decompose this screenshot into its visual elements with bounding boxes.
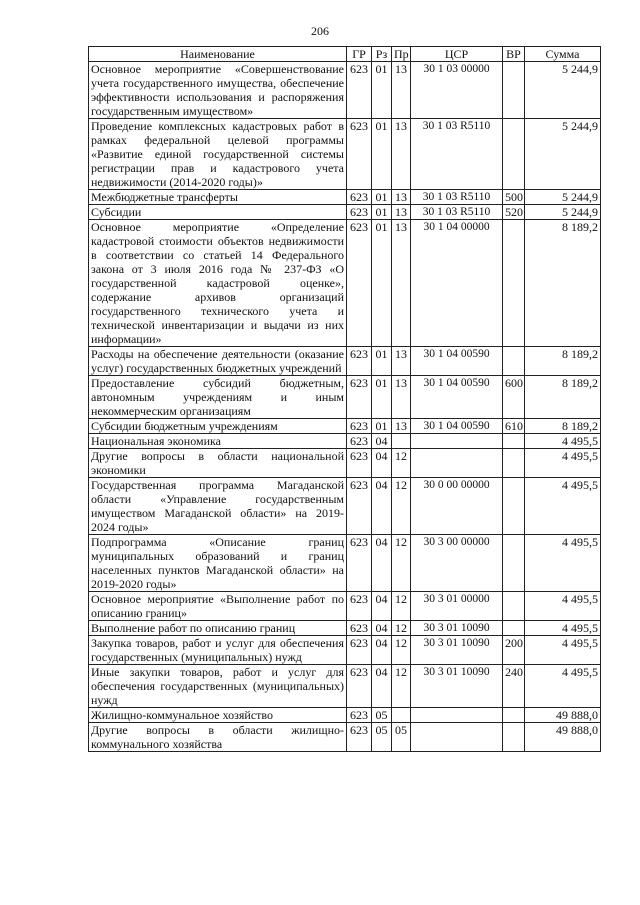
- header-name: Наименование: [89, 47, 347, 62]
- cell-pr: 13: [392, 190, 411, 205]
- cell-pr: 12: [392, 621, 411, 636]
- cell-sum: 8 189,2: [525, 347, 601, 376]
- cell-rz: 04: [372, 665, 392, 708]
- cell-pr: 05: [392, 723, 411, 752]
- cell-gr: 623: [347, 621, 372, 636]
- page-number: 206: [311, 24, 329, 38]
- cell-pr: 12: [392, 535, 411, 592]
- table-row: [89, 419, 601, 434]
- cell-gr: 623: [347, 376, 372, 419]
- cell-vr: [503, 592, 525, 621]
- cell-name: Выполнение работ по описанию границ: [89, 621, 347, 636]
- cell-vr: 500: [503, 190, 525, 205]
- cell-sum: 5 244,9: [525, 205, 601, 220]
- cell-gr: 623: [347, 190, 372, 205]
- cell-sum: 4 495,5: [525, 636, 601, 665]
- cell-vr: [503, 478, 525, 535]
- budget-table: [88, 46, 601, 752]
- cell-gr: 623: [347, 478, 372, 535]
- cell-csr: 30 1 04 00590: [411, 347, 503, 376]
- cell-csr: 30 1 03 00000: [411, 62, 503, 119]
- cell-csr: [411, 708, 503, 723]
- cell-rz: 04: [372, 449, 392, 478]
- cell-name: Расходы на обеспечение деятельности (оказание услуг) государственных бюджетных учреждений: [89, 347, 347, 376]
- cell-rz: 01: [372, 220, 392, 347]
- cell-gr: 623: [347, 419, 372, 434]
- cell-vr: [503, 119, 525, 190]
- cell-csr: 30 1 03 R5110: [411, 119, 503, 190]
- cell-rz: 04: [372, 535, 392, 592]
- cell-vr: 610: [503, 419, 525, 434]
- table-row: [89, 636, 601, 665]
- cell-gr: 623: [347, 205, 372, 220]
- cell-csr: 30 1 04 00590: [411, 376, 503, 419]
- table-row: [89, 62, 601, 119]
- cell-gr: 623: [347, 723, 372, 752]
- cell-csr: 30 3 01 10090: [411, 621, 503, 636]
- table-body: [89, 62, 601, 752]
- table-row: [89, 621, 601, 636]
- table-row: [89, 535, 601, 592]
- table-row: [89, 190, 601, 205]
- cell-rz: 04: [372, 621, 392, 636]
- cell-vr: [503, 62, 525, 119]
- cell-csr: 30 1 03 R5110: [411, 190, 503, 205]
- cell-rz: 04: [372, 636, 392, 665]
- header-gr: ГР: [347, 47, 372, 62]
- cell-gr: 623: [347, 636, 372, 665]
- table-row: [89, 434, 601, 449]
- cell-name: Жилищно-коммунальное хозяйство: [89, 708, 347, 723]
- cell-pr: 12: [392, 449, 411, 478]
- cell-gr: 623: [347, 434, 372, 449]
- cell-rz: 01: [372, 62, 392, 119]
- cell-csr: 30 1 04 00590: [411, 419, 503, 434]
- cell-sum: 8 189,2: [525, 220, 601, 347]
- cell-vr: [503, 621, 525, 636]
- cell-name: Субсидии бюджетным учреждениям: [89, 419, 347, 434]
- cell-sum: 49 888,0: [525, 723, 601, 752]
- cell-rz: 01: [372, 190, 392, 205]
- cell-gr: 623: [347, 665, 372, 708]
- cell-rz: 01: [372, 419, 392, 434]
- header-pr: Пр: [392, 47, 411, 62]
- cell-sum: 8 189,2: [525, 419, 601, 434]
- cell-gr: 623: [347, 347, 372, 376]
- cell-pr: 13: [392, 347, 411, 376]
- cell-pr: 12: [392, 636, 411, 665]
- cell-vr: [503, 708, 525, 723]
- table-row: [89, 220, 601, 347]
- cell-csr: 30 3 01 10090: [411, 636, 503, 665]
- cell-name: Субсидии: [89, 205, 347, 220]
- cell-name: Иные закупки товаров, работ и услуг для обеспечения государственных (муниципальных) нужд: [89, 665, 347, 708]
- table-row: [89, 376, 601, 419]
- cell-vr: [503, 535, 525, 592]
- table-row: [89, 347, 601, 376]
- cell-vr: 240: [503, 665, 525, 708]
- cell-gr: 623: [347, 62, 372, 119]
- cell-name: Межбюджетные трансферты: [89, 190, 347, 205]
- cell-pr: 12: [392, 665, 411, 708]
- cell-sum: 5 244,9: [525, 119, 601, 190]
- table-row: [89, 665, 601, 708]
- cell-sum: 4 495,5: [525, 621, 601, 636]
- cell-pr: 13: [392, 376, 411, 419]
- cell-pr: 13: [392, 220, 411, 347]
- table-row: [89, 449, 601, 478]
- table-row: [89, 478, 601, 535]
- cell-csr: 30 1 04 00000: [411, 220, 503, 347]
- header-rz: Рз: [372, 47, 392, 62]
- table-row: [89, 592, 601, 621]
- cell-name: Другие вопросы в области жилищно-коммунального хозяйства: [89, 723, 347, 752]
- cell-csr: 30 0 00 00000: [411, 478, 503, 535]
- cell-gr: 623: [347, 592, 372, 621]
- header-csr: ЦСР: [411, 47, 503, 62]
- cell-pr: 13: [392, 205, 411, 220]
- cell-pr: [392, 434, 411, 449]
- cell-sum: 4 495,5: [525, 449, 601, 478]
- cell-sum: 49 888,0: [525, 708, 601, 723]
- table-row: [89, 205, 601, 220]
- cell-name: Основное мероприятие «Определение кадастровой стоимости объектов недвижимости в соответствии со статьей 14 Федерального закона от 3 июля 2016 года № 237-ФЗ «О государственной кадастровой оценке», содержание архивов организаций государственного технического учета и технической инвентаризации и выдачи из них информации»: [89, 220, 347, 347]
- cell-vr: [503, 434, 525, 449]
- cell-sum: 5 244,9: [525, 62, 601, 119]
- cell-rz: 04: [372, 478, 392, 535]
- cell-name: Основное мероприятие «Выполнение работ по описанию границ»: [89, 592, 347, 621]
- cell-vr: [503, 449, 525, 478]
- cell-gr: 623: [347, 119, 372, 190]
- cell-name: Подпрограмма «Описание границ муниципальных образований и границ населенных пунктов Магаданской области» на 2019-2020 годы»: [89, 535, 347, 592]
- cell-name: Основное мероприятие «Совершенствование учета государственного имущества, обеспечение эффективности использования и распоряжения государственным имуществом»: [89, 62, 347, 119]
- cell-sum: 4 495,5: [525, 478, 601, 535]
- cell-rz: 01: [372, 119, 392, 190]
- cell-csr: [411, 449, 503, 478]
- cell-vr: [503, 723, 525, 752]
- cell-name: Предоставление субсидий бюджетным, автономным учреждениям и иным некоммерческим организациям: [89, 376, 347, 419]
- cell-csr: [411, 723, 503, 752]
- cell-gr: 623: [347, 449, 372, 478]
- cell-sum: 4 495,5: [525, 592, 601, 621]
- cell-pr: 13: [392, 119, 411, 190]
- cell-sum: 5 244,9: [525, 190, 601, 205]
- cell-name: Проведение комплексных кадастровых работ в рамках федеральной целевой программы «Развитие единой государственной системы регистрации прав и кадастрового учета недвижимости (2014-2020 годы)»: [89, 119, 347, 190]
- cell-csr: 30 3 00 00000: [411, 535, 503, 592]
- cell-name: Государственная программа Магаданской области «Управление государственным имуществом Магаданской области» на 2019-2024 годы»: [89, 478, 347, 535]
- cell-pr: 13: [392, 419, 411, 434]
- cell-rz: 01: [372, 376, 392, 419]
- cell-name: Другие вопросы в области национальной экономики: [89, 449, 347, 478]
- cell-gr: 623: [347, 708, 372, 723]
- cell-rz: 01: [372, 205, 392, 220]
- cell-name: Закупка товаров, работ и услуг для обеспечения государственных (муниципальных) нужд: [89, 636, 347, 665]
- header-vr: ВР: [503, 47, 525, 62]
- cell-rz: 01: [372, 347, 392, 376]
- cell-vr: [503, 347, 525, 376]
- cell-csr: 30 3 01 10090: [411, 665, 503, 708]
- cell-csr: [411, 434, 503, 449]
- cell-pr: [392, 708, 411, 723]
- cell-vr: 600: [503, 376, 525, 419]
- cell-gr: 623: [347, 535, 372, 592]
- cell-sum: 4 495,5: [525, 535, 601, 592]
- cell-pr: 12: [392, 592, 411, 621]
- cell-vr: 520: [503, 205, 525, 220]
- table-header-row: [89, 47, 601, 62]
- header-sum: Сумма: [525, 47, 601, 62]
- cell-vr: [503, 220, 525, 347]
- cell-rz: 04: [372, 434, 392, 449]
- cell-rz: 05: [372, 723, 392, 752]
- cell-vr: 200: [503, 636, 525, 665]
- cell-csr: 30 3 01 00000: [411, 592, 503, 621]
- cell-pr: 12: [392, 478, 411, 535]
- cell-rz: 04: [372, 592, 392, 621]
- cell-sum: 8 189,2: [525, 376, 601, 419]
- cell-sum: 4 495,5: [525, 665, 601, 708]
- cell-pr: 13: [392, 62, 411, 119]
- cell-sum: 4 495,5: [525, 434, 601, 449]
- cell-gr: 623: [347, 220, 372, 347]
- cell-csr: 30 1 03 R5110: [411, 205, 503, 220]
- table-row: [89, 119, 601, 190]
- cell-name: Национальная экономика: [89, 434, 347, 449]
- table-row: [89, 723, 601, 752]
- cell-rz: 05: [372, 708, 392, 723]
- table-row: [89, 708, 601, 723]
